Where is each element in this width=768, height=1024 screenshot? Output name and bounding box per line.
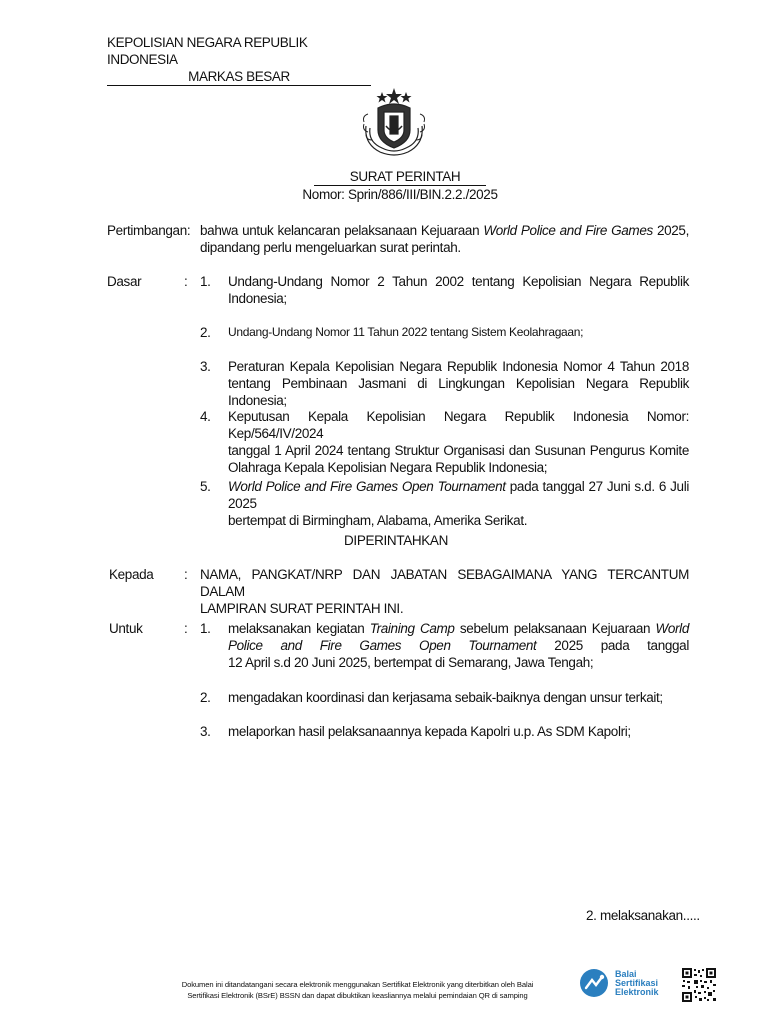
untuk-item-text: melaporkan hasil pelaksanaannya kepada Kapolri u.p. As SDM Kapolri;	[228, 724, 631, 739]
pertimbangan-label: Pertimbangan:	[107, 223, 191, 238]
dasar-item-line: bertempat di Birmingham, Alabama, Amerika Serikat.	[228, 513, 528, 528]
dasar-item-num: 5.	[200, 479, 211, 494]
pertimbangan-line2: dipandang perlu mengeluarkan surat perintah.	[200, 240, 461, 255]
footer-line: Sertifikasi Elektronik (BSrE) BSSN dan dapat dibuktikan keasliannya melalui pemindaian QR di samping	[187, 991, 528, 1000]
document-number: Nomor: Sprin/886/III/BIN.2.2./2025	[302, 187, 498, 202]
document-title	[300, 168, 500, 203]
untuk-item-text: 12 April s.d 20 Juni 2025, bertempat di Semarang, Jawa Tengah;	[228, 655, 594, 670]
kepada-line: NAMA, PANGKAT/NRP DAN JABATAN SEBAGAIMANA YANG TERCANTUM DALAM	[200, 567, 689, 599]
dasar-item	[228, 324, 689, 341]
bsre-name-line: Elektronik	[615, 987, 659, 997]
org-name: KEPOLISIAN NEGARA REPUBLIK INDONESIA	[107, 35, 308, 67]
dasar-item	[228, 358, 689, 409]
dasar-item-line: pada tanggal 27 Juni s.d. 6 Juli 2025	[228, 479, 689, 511]
qr-code-icon	[682, 968, 716, 1002]
training-camp-text: Training Camp	[369, 621, 455, 636]
bsre-name	[615, 970, 659, 997]
dasar-item-line: Undang-Undang Nomor 2 Tahun 2002 tentang Kepolisian Negara Republik	[228, 274, 689, 289]
kepada-line: LAMPIRAN SURAT PERINTAH INI.	[200, 601, 404, 616]
untuk-item-text: mengadakan koordinasi dan kerjasama sebaik-baiknya dengan unsur terkait;	[228, 690, 663, 705]
pertimbangan-text-a: bahwa untuk kelancaran pelaksanaan Kejuaraan	[200, 223, 484, 238]
dasar-item-line: tanggal 1 April 2024 tentang Struktur Organisasi dan Susunan Pengurus Komite	[228, 443, 689, 458]
diperintahkan-heading: DIPERINTAHKAN	[344, 533, 448, 548]
untuk-item	[228, 689, 689, 706]
dasar-item	[228, 478, 689, 529]
footer-line: Dokumen ini ditandatangani secara elektronik menggunakan Sertifikat Elektronik yang diterbitkan oleh Balai	[181, 980, 534, 989]
dasar-colon: :	[184, 274, 188, 289]
pertimbangan-text	[200, 222, 689, 256]
kepada-text	[200, 566, 689, 617]
untuk-item-num: 1.	[200, 621, 211, 636]
title-heading: SURAT PERINTAH	[314, 168, 487, 186]
event-name: World Police and Fire Games	[483, 223, 653, 238]
dasar-item-line: Undang-Undang Nomor 11 Tahun 2022 tentang Sistem Keolahragaan;	[228, 325, 584, 339]
untuk-item	[228, 620, 689, 671]
untuk-item	[228, 723, 689, 740]
bsre-logo-icon	[579, 968, 609, 998]
bsre-name-line: Sertifikasi	[615, 978, 659, 988]
dasar-item-line: Indonesia;	[228, 291, 287, 306]
event-name: World	[655, 621, 689, 636]
dasar-item	[228, 408, 689, 476]
police-emblem-icon	[358, 86, 430, 158]
dasar-item-num: 3.	[200, 359, 211, 374]
pertimbangan-text-b: 2025,	[652, 223, 689, 238]
untuk-colon: :	[184, 621, 188, 636]
dasar-item-line: Peraturan Kepala Kepolisian Negara Republik Indonesia Nomor 4 Tahun 2018	[228, 359, 689, 374]
untuk-item-num: 3.	[200, 724, 211, 739]
dasar-label: Dasar	[107, 274, 142, 289]
tournament-name: Police and Fire Games Open Tournament	[228, 638, 537, 653]
dasar-item-line: Olahraga Kepala Kepolisian Negara Republik Indonesia;	[228, 460, 548, 475]
bsre-name-line: Balai	[615, 969, 637, 979]
untuk-item-text: melaksanakan kegiatan	[228, 621, 370, 636]
untuk-item-num: 2.	[200, 690, 211, 705]
untuk-item-text: 2025 pada tanggal	[536, 638, 689, 653]
tournament-name: World Police and Fire Games Open Tournament	[228, 479, 506, 494]
dasar-item	[228, 273, 689, 307]
dasar-item-line: Keputusan Kepala Kepolisian Negara Republik Indonesia Nomor: Kep/564/IV/2024	[228, 409, 689, 441]
untuk-label: Untuk	[109, 621, 143, 636]
untuk-item-text: sebelum pelaksanaan Kejuaraan	[454, 621, 656, 636]
dasar-item-num: 4.	[200, 409, 211, 424]
dasar-item-line: tentang Pembinaan Jasmani di Lingkungan Kepolisian Negara Republik Indonesia;	[228, 376, 689, 408]
kepada-label: Kepada	[109, 567, 154, 582]
org-unit: MARKAS BESAR	[107, 68, 371, 86]
dasar-item-num: 1.	[200, 274, 211, 289]
kepada-colon: :	[184, 567, 188, 582]
dasar-item-num: 2.	[200, 325, 211, 340]
page-continuation: 2. melaksanakan.....	[586, 908, 700, 923]
esign-footer-text	[150, 979, 565, 1001]
organization-header	[107, 34, 371, 86]
